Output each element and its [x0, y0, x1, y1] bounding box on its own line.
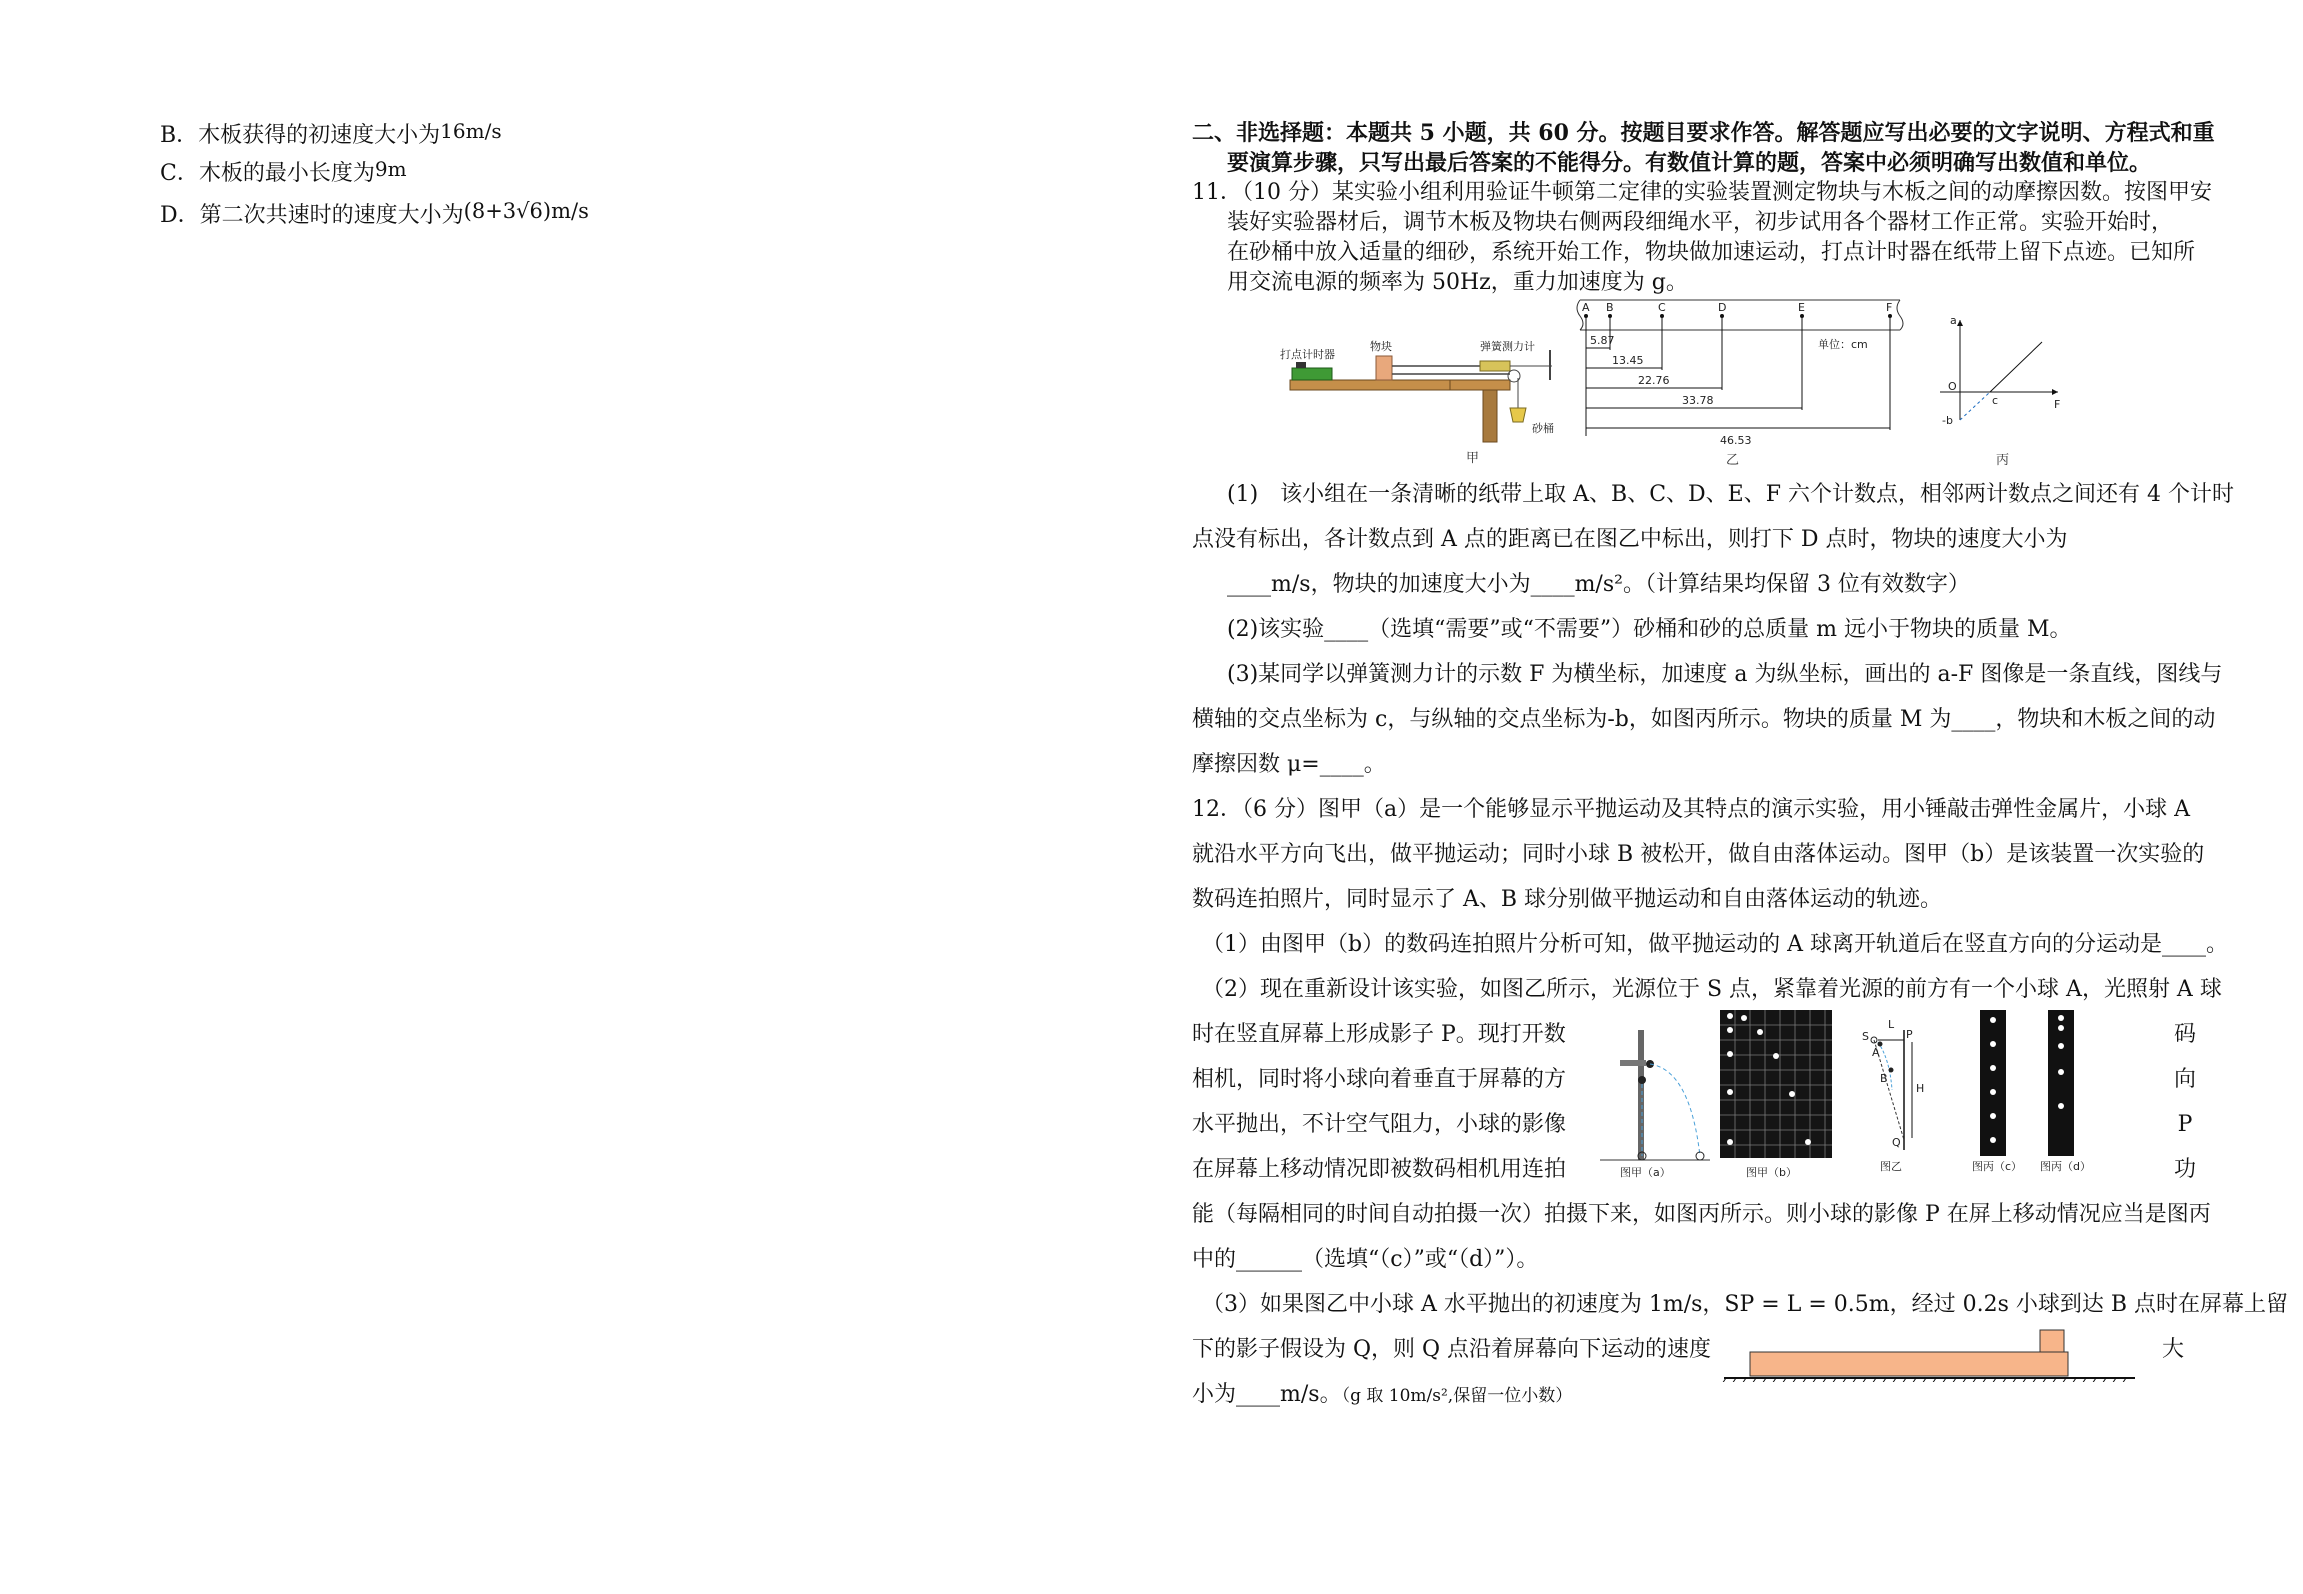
x-axis-label: F: [2054, 398, 2061, 411]
label-b: B: [1880, 1072, 1888, 1085]
option-d-text: D．第二次共速时的速度大小为: [160, 203, 464, 228]
label-p: P: [1906, 1028, 1913, 1041]
spring-scale: [1480, 361, 1510, 371]
q12-figures: [1580, 1010, 2160, 1180]
tape-right-break: [1897, 300, 1903, 330]
q12-p3-3: [1192, 1380, 1572, 1411]
label-timer: 打点计时器: [1280, 348, 1335, 361]
q12-intro-3: 数码连拍照片，同时显示了 A、B 球分别做平抛运动和自由落体运动的轨迹。: [1192, 887, 1943, 912]
caption-bing-c: 图丙（c）: [1972, 1160, 2023, 1173]
q11-p2-1: (2)该实验____（选填“需要”或“不需要”）砂桶和砂的总质量 m 远小于物块的质量 M。: [1227, 617, 2072, 642]
label-block: 物块: [1370, 340, 1392, 353]
option-d-value: (8+3√6)m/s: [463, 199, 589, 223]
label-h: H: [1916, 1082, 1925, 1095]
x-intercept-label: c: [1992, 394, 1999, 407]
plank: [1750, 1352, 2068, 1376]
option-b: [160, 118, 502, 149]
q12-p2-edge-chars: [2170, 1012, 2200, 1192]
q11-p1-2: 点没有标出，各计数点到 A 点的距离已在图乙中标出，则打下 D 点时，物块的速度大小为: [1192, 527, 2068, 552]
caption-jia-b: 图甲（b）: [1746, 1166, 1797, 1179]
y-intercept-label: -b: [1942, 414, 1953, 427]
plank-block-figure: [1720, 1322, 2140, 1382]
x-axis-arrow: [2052, 389, 2058, 395]
option-b-text: B．木板获得的初速度大小为: [160, 123, 441, 148]
ball-b: [1638, 1076, 1646, 1084]
sand-bucket: [1510, 408, 1526, 422]
distance-ae: 33.78: [1682, 394, 1714, 407]
origin-label: O: [1948, 380, 1957, 393]
label-spring: 弹簧测力计: [1480, 340, 1535, 353]
figure-jia-a: [1600, 1030, 1710, 1179]
projectile-path: [1650, 1064, 1700, 1156]
q12-p2-column: [1192, 1012, 1566, 1192]
option-b-value: 16m/s: [440, 119, 502, 143]
q12-p2-col-line: 水平抛出，不计空气阻力，小球的影像: [1192, 1112, 1567, 1137]
q12-intro-1: 12．（6 分）图甲（a）是一个能够显示平抛运动及其特点的演示实验，用小锤敲击弹性金属片，小球 A: [1192, 797, 2190, 822]
q11-p3-3: 摩擦因数 μ=____。: [1192, 752, 1386, 777]
caption-bing: 丙: [1996, 453, 2010, 468]
stand: [1638, 1030, 1644, 1160]
ball-b-yi: [1889, 1068, 1894, 1073]
figure-jia-b: [1720, 1010, 1832, 1179]
label-point-c: C: [1658, 301, 1666, 314]
label-bucket: 砂桶: [1532, 422, 1554, 435]
q12-p2-col-line: 在屏幕上移动情况即被数码相机用连拍: [1192, 1157, 1567, 1182]
caption-jia-a: 图甲（a）: [1620, 1166, 1671, 1179]
edge-char: 功: [2173, 1157, 2196, 1182]
small-block: [2040, 1330, 2064, 1352]
option-c-value: 9m: [374, 157, 407, 181]
block: [1376, 356, 1392, 380]
label-point-a: A: [1582, 301, 1590, 314]
section-heading-2: 要演算步骤，只写出最后答案的不能得分。有数值计算的题，答案中必须明确写出数值和单位。: [1227, 150, 2152, 176]
distance-ab: 5.87: [1590, 334, 1615, 347]
y-axis-label: a: [1950, 314, 1957, 327]
landing-a: [1696, 1152, 1704, 1160]
edge-char: 向: [2173, 1067, 2196, 1092]
q11-p3-1: (3)某同学以弹簧测力计的示数 F 为横坐标，加速度 a 为纵坐标，画出的 a-F 图像是一条直线，图线与: [1227, 662, 2223, 687]
q11-p1-1: (1) 该小组在一条清晰的纸带上取 A、B、C、D、E、F 六个计数点，相邻两计数点之间还有 4 个计时: [1227, 482, 2234, 507]
q12-p2-col-line: 相机，同时将小球向着垂直于屏幕的方: [1192, 1067, 1567, 1092]
q11-p3-2: 横轴的交点坐标为 c，与纵轴的交点坐标为-b，如图丙所示。物块的质量 M 为____，物块和木板之间的动: [1192, 707, 2216, 732]
label-q: Q: [1892, 1136, 1901, 1149]
tape-unit: 单位：cm: [1818, 338, 1868, 351]
table-top: [1450, 380, 1510, 390]
edge-char: P: [2177, 1112, 2193, 1137]
q12-p2-col-line: 时在竖直屏幕上形成影子 P。现打开数: [1192, 1022, 1566, 1047]
tape-guides: [1586, 316, 1890, 436]
section-heading-1: 二、非选择题：本题共 5 小题，共 60 分。按题目要求作答。解答题应写出必要的文字说明、方程式和重: [1192, 120, 2215, 146]
strip-c: [1980, 1010, 2006, 1156]
q12-p3-3-text: 小为____m/s。: [1192, 1382, 1342, 1407]
q12-p2-1: （2）现在重新设计该实验，如图乙所示，光源位于 S 点，紧靠着光源的前方有一个小球 A，光照射 A 球: [1202, 977, 2222, 1002]
caption-bing-d: 图丙（d）: [2040, 1160, 2091, 1173]
q11-figure-yi: [1570, 296, 1910, 470]
label-point-b: B: [1606, 301, 1614, 314]
timer: [1292, 368, 1332, 380]
tape-points: [1582, 301, 1892, 318]
q11-intro-3: 在砂桶中放入适量的细砂，系统开始工作，物块做加速运动，打点计时器在纸带上留下点迹。已知所: [1227, 240, 2196, 265]
distance-af: 46.53: [1720, 434, 1752, 447]
q12-p3-1: （3）如果图乙中小球 A 水平抛出的初速度为 1m/s，SP = L = 0.5m，经过 0.2s 小球到达 B 点时在屏幕上留: [1202, 1292, 2289, 1317]
q12-p3-note: （g 取 10m/s²,保留一位小数）: [1341, 1386, 1573, 1406]
table-leg: [1483, 390, 1497, 442]
label-l: L: [1888, 1018, 1895, 1031]
left-page: [0, 0, 1150, 1594]
stand-arm: [1620, 1060, 1646, 1066]
q12-p1-1: （1）由图甲（b）的数码连拍照片分析可知，做平抛运动的 A 球离开轨道后在竖直方向的分运动是____。: [1202, 932, 2228, 957]
caption-jia: 甲: [1466, 451, 1480, 466]
label-s: S: [1862, 1030, 1869, 1043]
photo-background: [1720, 1010, 1832, 1158]
distance-ac: 13.45: [1612, 354, 1644, 367]
distance-ad: 22.76: [1638, 374, 1670, 387]
q11-intro-1: 11．（10 分）某实验小组利用验证牛顿第二定律的实验装置测定物块与木板之间的动摩擦因数。按图甲安: [1192, 180, 2212, 205]
y-axis-arrow: [1957, 320, 1963, 326]
q11-intro-4: 用交流电源的频率为 50Hz，重力加速度为 g。: [1227, 270, 1688, 295]
q11-p1-3: ____m/s，物块的加速度大小为____m/s²。（计算结果均保留 3 位有效数字）: [1227, 572, 1970, 597]
strip-d: [2048, 1010, 2074, 1156]
label-point-f: F: [1886, 301, 1893, 314]
graph-extension: [1960, 392, 1990, 420]
board: [1290, 380, 1450, 390]
label-point-e: E: [1798, 301, 1805, 314]
figure-bing-d: [2040, 1010, 2091, 1173]
label-point-d: D: [1718, 301, 1727, 314]
figure-bing-c: [1972, 1010, 2022, 1173]
figure-yi: [1862, 1018, 1924, 1173]
caption-yi-q12: 图乙: [1880, 1160, 1902, 1173]
q12-p2-6: 能（每隔相同的时间自动拍摄一次）拍摄下来，如图丙所示。则小球的影像 P 在屏上移动情况应当是图丙: [1192, 1202, 2211, 1227]
q12-p2-7: 中的______（选填“（c）”或“（d）”）。: [1192, 1247, 1539, 1272]
label-a: A: [1872, 1046, 1880, 1059]
q12-intro-2: 就沿水平方向飞出，做平抛运动；同时小球 B 被松开，做自由落体运动。图甲（b）是该装置一次实验的: [1192, 842, 2205, 867]
edge-char: 码: [2173, 1022, 2196, 1047]
graph-line: [1990, 342, 2042, 392]
option-d: [160, 198, 589, 229]
caption-yi: 乙: [1726, 453, 1740, 468]
q12-p3-2: 下的影子假设为 Q，则 Q 点沿着屏幕向下运动的速度: [1192, 1337, 1712, 1362]
timer-part: [1296, 362, 1306, 368]
right-page: [1150, 0, 2303, 1594]
q11-intro-2: 装好实验器材后，调节木板及物块右侧两段细绳水平，初步试用各个器材工作正常。实验开始时，: [1227, 210, 2174, 235]
q12-p3-edge: 大: [2162, 1337, 2185, 1362]
q11-figure-bing: [1930, 312, 2070, 470]
option-c: [160, 156, 407, 187]
option-c-text: C．木板的最小长度为: [160, 161, 375, 186]
